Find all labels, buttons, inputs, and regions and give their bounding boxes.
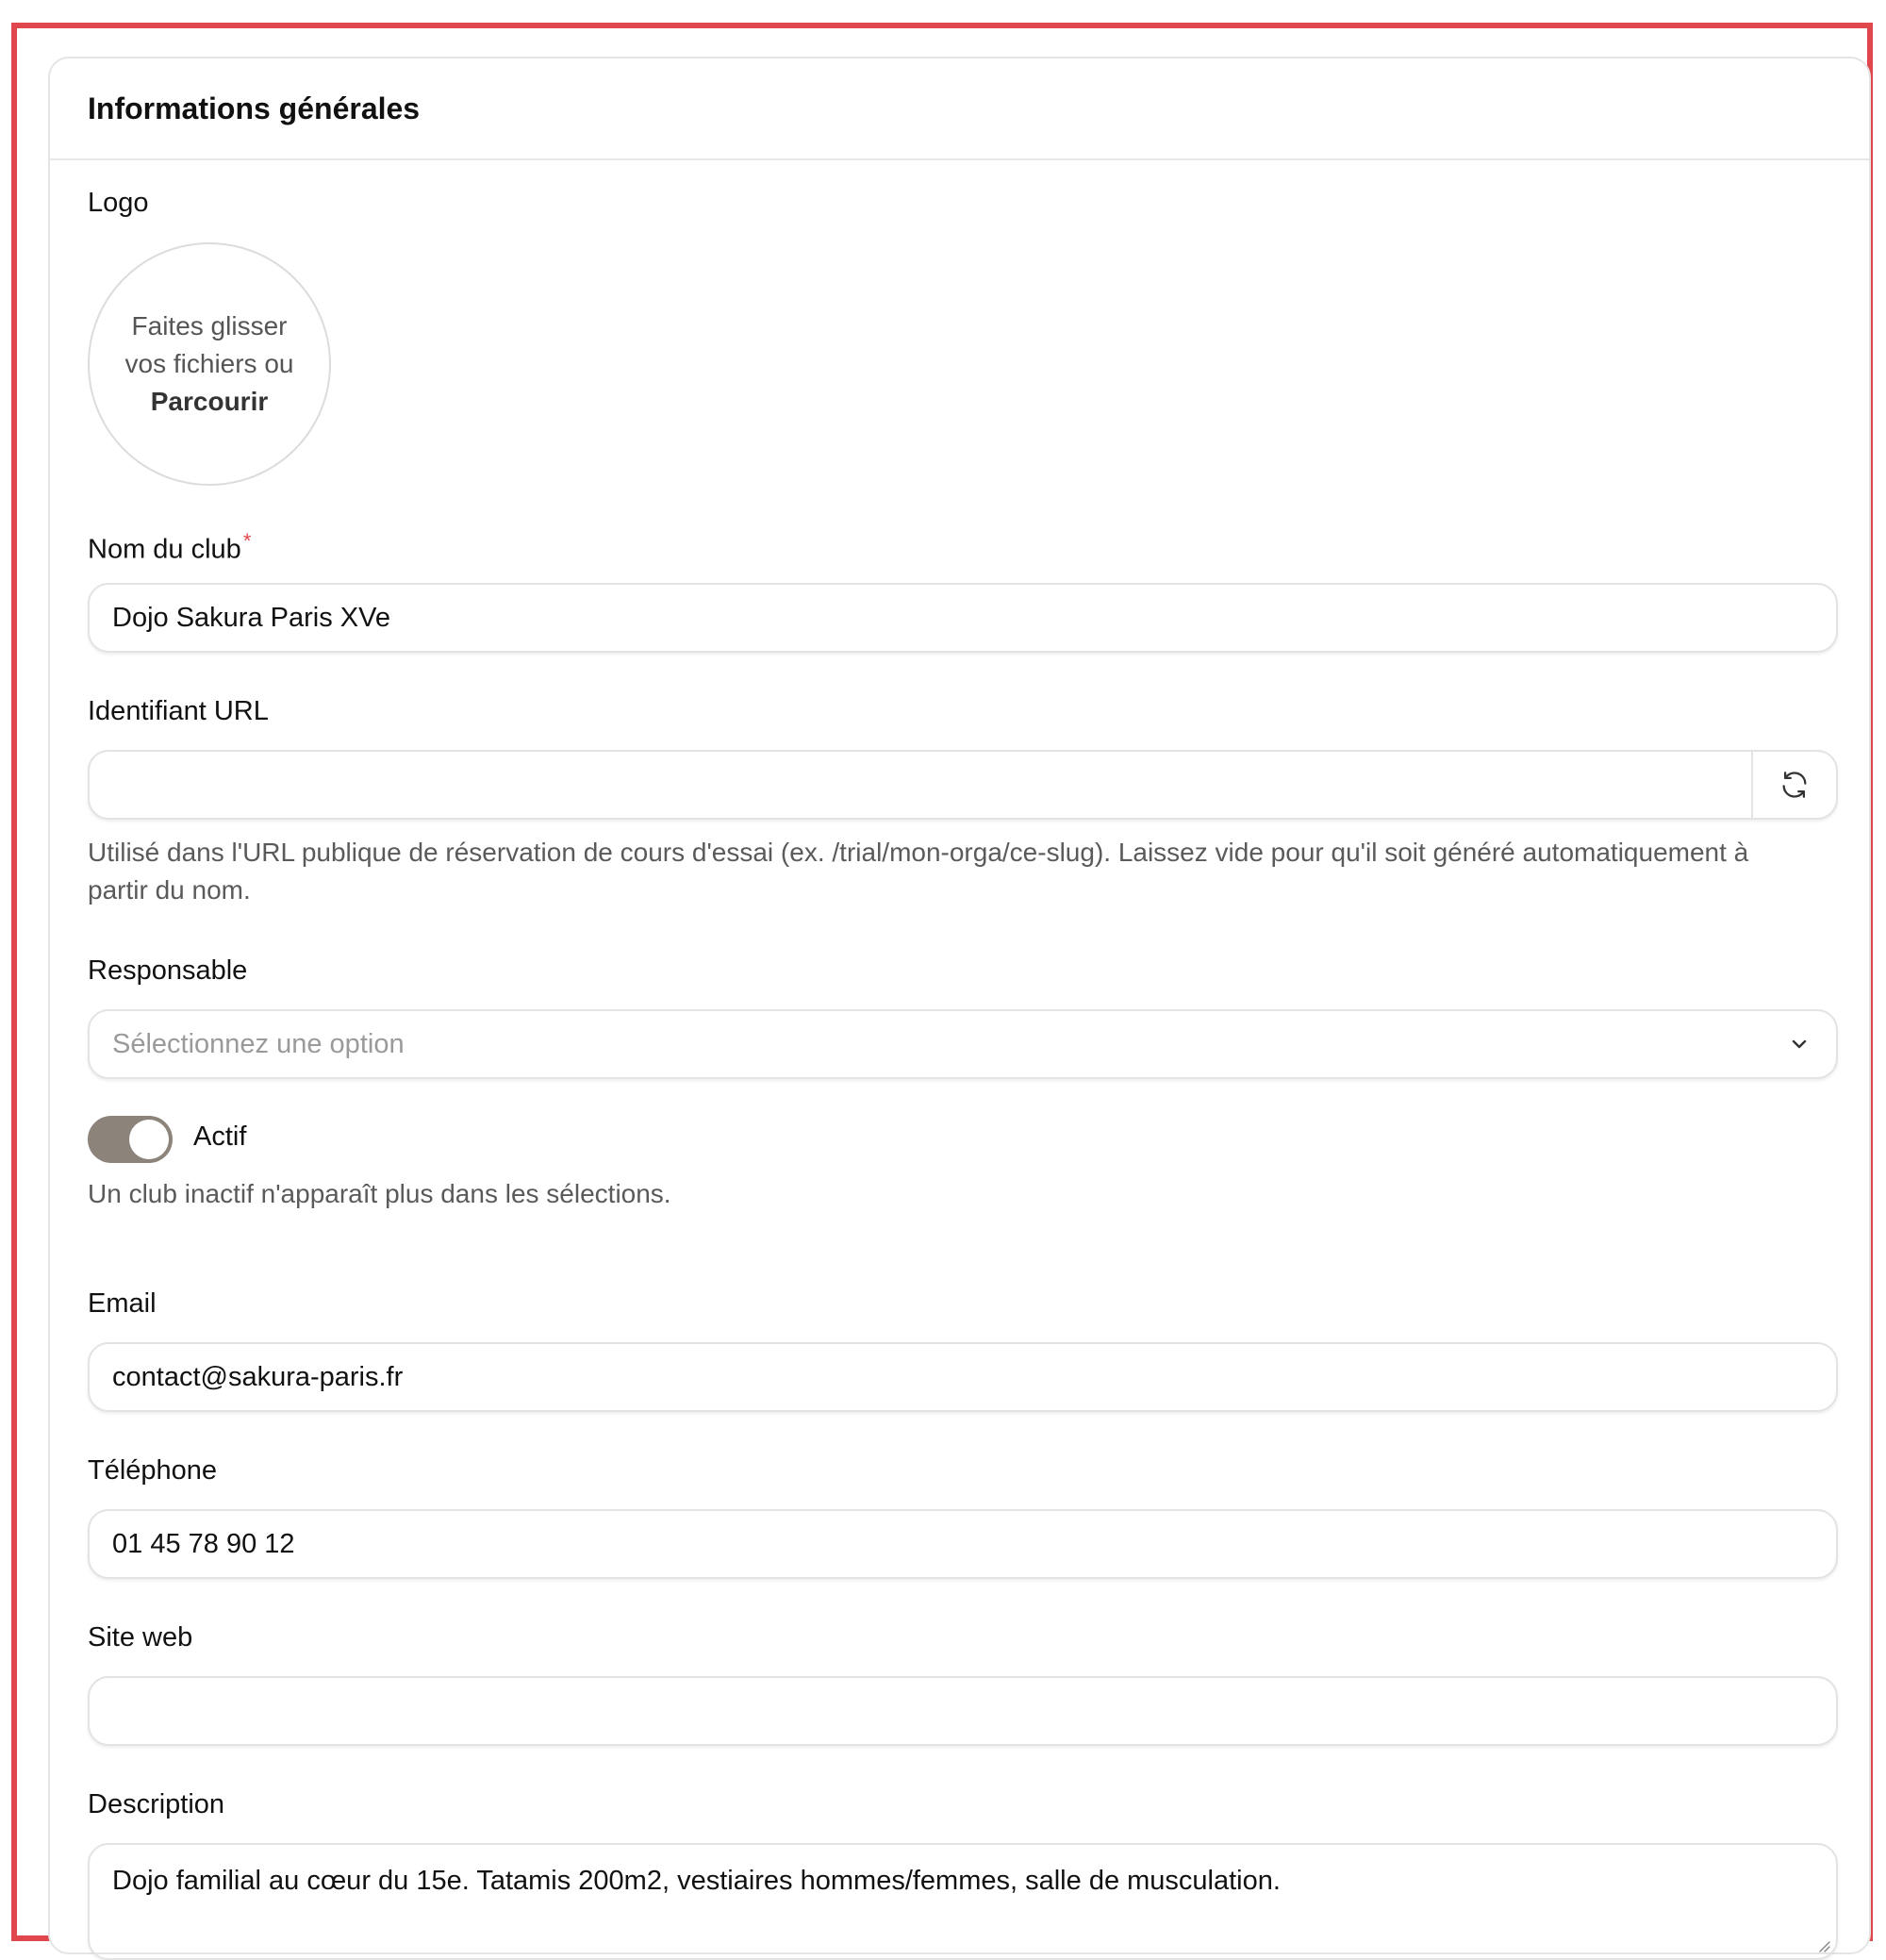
- toggle-knob: [129, 1120, 169, 1159]
- phone-input[interactable]: [88, 1509, 1838, 1579]
- card-header: [50, 58, 1869, 160]
- slug-input-group: [88, 750, 1838, 820]
- logo-dropzone[interactable]: [88, 242, 331, 486]
- description-textarea[interactable]: [88, 1843, 1838, 1960]
- browse-link[interactable]: Parcourir: [150, 387, 269, 416]
- email-label: Email: [88, 1288, 157, 1319]
- club-name-input[interactable]: [88, 583, 1838, 653]
- required-mark: *: [242, 529, 252, 553]
- description-value: Dojo familial au cœur du 15e. Tatamis 200m2, vestiaires hommes/femmes, salle de musculation.: [112, 1866, 1281, 1896]
- club-name-value: Dojo Sakura Paris XVe: [112, 602, 390, 633]
- highlight-frame: [11, 23, 1873, 1941]
- phone-label: Téléphone: [88, 1455, 218, 1486]
- description-label: Description: [88, 1789, 225, 1819]
- manager-placeholder: Sélectionnez une option: [112, 1028, 405, 1059]
- club-name-label: [88, 529, 251, 566]
- club-name-label-text: Nom du club: [88, 534, 241, 565]
- dropzone-text-line1: Faites glisser: [131, 311, 288, 341]
- general-info-card: [48, 57, 1871, 1954]
- email-value: contact@sakura-paris.fr: [112, 1361, 404, 1392]
- chevron-down-icon: [1787, 1032, 1812, 1056]
- section-title: Informations générales: [88, 91, 421, 125]
- active-toggle[interactable]: [88, 1116, 173, 1163]
- manager-label: Responsable: [88, 955, 248, 986]
- active-label: Actif: [193, 1121, 247, 1152]
- website-label: Site web: [88, 1622, 193, 1653]
- slug-helper-text: Utilisé dans l'URL publique de réservation de cours d'essai (ex. /trial/mon-orga/ce-slug). Laissez vide pour qu'il soit généré automatiquement à partir du nom.: [88, 838, 1749, 905]
- refresh-icon: [1778, 769, 1811, 801]
- logo-label: Logo: [88, 188, 149, 218]
- regenerate-slug-button[interactable]: [1751, 752, 1836, 818]
- resize-handle-icon[interactable]: [1815, 1937, 1830, 1952]
- slug-input[interactable]: [90, 752, 1751, 818]
- phone-value: 01 45 78 90 12: [112, 1528, 295, 1559]
- website-input[interactable]: [88, 1676, 1838, 1746]
- slug-label: Identifiant URL: [88, 696, 269, 726]
- active-helper-text: Un club inactif n'apparaît plus dans les sélections.: [88, 1179, 671, 1208]
- email-input[interactable]: [88, 1342, 1838, 1412]
- dropzone-text-line2: vos fichiers ou: [124, 349, 294, 378]
- manager-select[interactable]: [88, 1009, 1838, 1079]
